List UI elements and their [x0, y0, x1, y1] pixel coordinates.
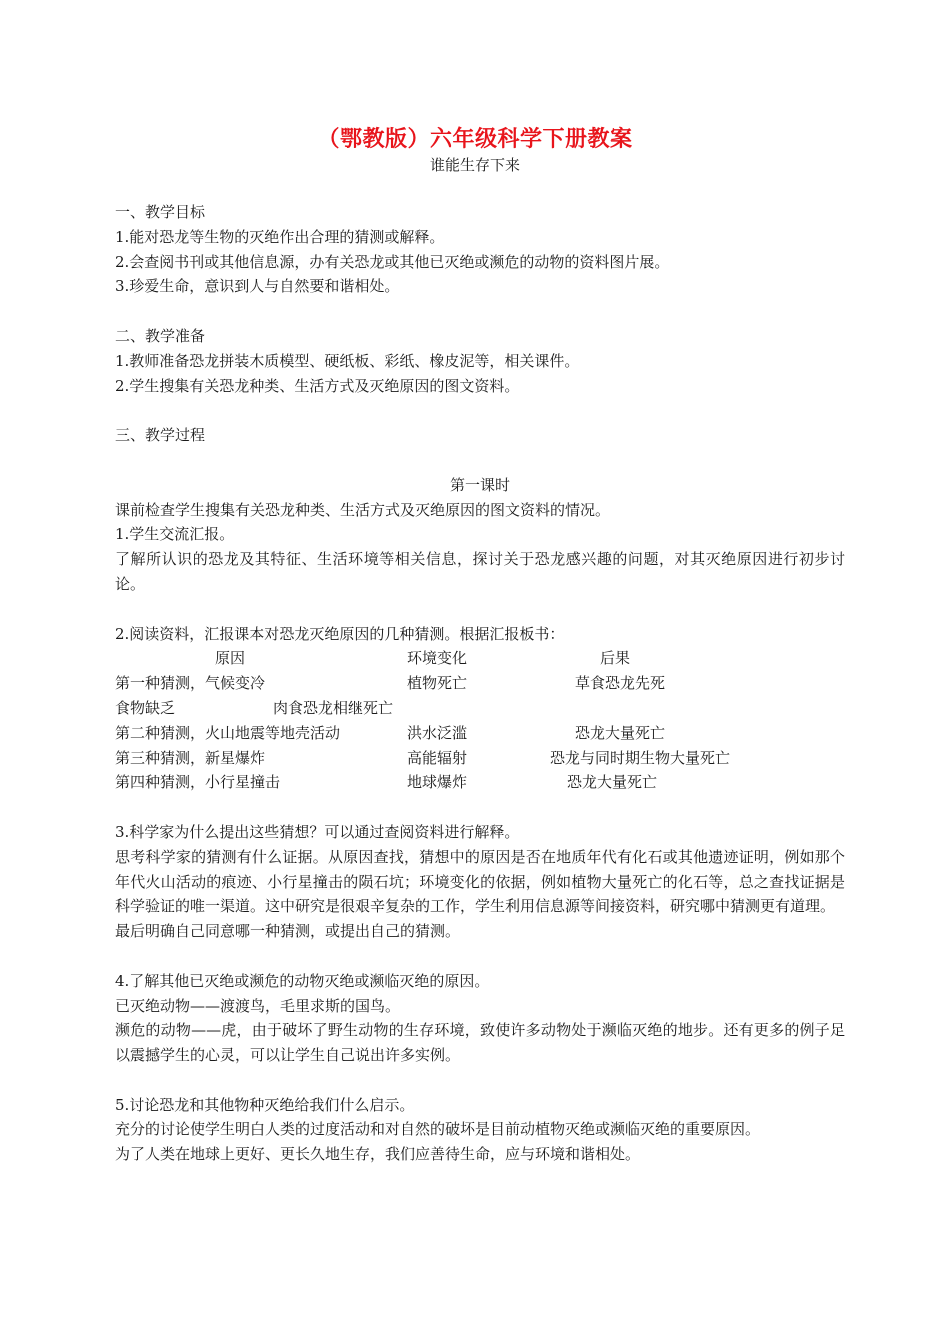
board-header-env: 环境变化 — [407, 649, 468, 668]
step-text: 充分的讨论使学生明白人类的过度活动和对自然的破坏是目前动植物灭绝或濒临灭绝的重要原因。 — [115, 1120, 761, 1139]
document-body — [115, 200, 845, 1167]
step-title: 1.学生交流汇报。 — [115, 525, 235, 544]
section-heading-preparation: 二、教学准备 — [115, 326, 206, 345]
spacer — [115, 448, 845, 473]
spacer — [115, 299, 845, 324]
objective-item: 1.能对恐龙等生物的灭绝作出合理的猜测或解释。 — [115, 227, 445, 246]
step-title: 4.了解其他已灭绝或濒危的动物灭绝或濒临灭绝的原因。 — [115, 971, 490, 990]
board-cell-label: 第四种猜测，小行星撞击 — [115, 773, 281, 792]
board-cell-env: 肉食恐龙相继死亡 — [273, 698, 394, 717]
spacer — [115, 597, 845, 622]
board-cell-label: 第一种猜测，气候变冷 — [115, 674, 266, 693]
step-text: 为了人类在地球上更好、更长久地生存，我们应善待生命，应与环境和谐相处。 — [115, 1145, 641, 1164]
step-title: 5.讨论恐龙和其他物种灭绝给我们什么启示。 — [115, 1095, 415, 1114]
preparation-item: 1.教师准备恐龙拼装木质模型、硬纸板、彩纸、橡皮泥等，相关课件。 — [115, 351, 580, 370]
preparation-item: 2.学生搜集有关恐龙种类、生活方式及灭绝原因的图文资料。 — [115, 376, 520, 395]
step-text: 已灭绝动物——渡渡鸟，毛里求斯的国鸟。 — [115, 996, 401, 1015]
board-row — [115, 721, 845, 746]
board-header-result: 后果 — [600, 649, 631, 668]
step-title: 3.科学家为什么提出这些猜想？可以通过查阅资料进行解释。 — [115, 822, 520, 841]
board-row — [115, 696, 845, 721]
board-cell-env: 植物死亡 — [407, 674, 468, 693]
spacer — [115, 398, 845, 423]
document-subtitle: 谁能生存下来 — [429, 156, 520, 174]
board-cell-result: 恐龙大量死亡 — [575, 723, 666, 742]
step-title: 2.阅读资料，汇报课本对恐龙灭绝原因的几种猜测。根据汇报板书： — [115, 624, 565, 643]
lesson-intro: 课前检查学生搜集有关恐龙种类、生活方式及灭绝原因的图文资料的情况。 — [115, 500, 611, 519]
board-cell-result: 草食恐龙先死 — [575, 674, 666, 693]
board-cell-label: 第二种猜测，火山地震等地壳活动 — [115, 723, 341, 742]
document-title: （鄂教版）六年级科学下册教案 — [317, 126, 633, 152]
objective-item: 3.珍爱生命，意识到人与自然要和谐相处。 — [115, 277, 400, 296]
step-text: 了解所认识的恐龙及其特征、生活环境等相关信息，探讨关于恐龙感兴趣的问题，对其灭绝原因进行初步讨论。 — [115, 550, 845, 593]
board-row — [115, 671, 845, 696]
board-cell-env: 高能辐射 — [407, 748, 468, 767]
section-heading-objectives: 一、教学目标 — [115, 203, 206, 221]
objective-item: 2.会查阅书刊或其他信息源，办有关恐龙或其他已灭绝或濒危的动物的资料图片展。 — [115, 252, 670, 271]
board-cell-result: 恐龙大量死亡 — [567, 773, 658, 792]
board-header-cause: 原因 — [215, 649, 246, 668]
board-row — [115, 770, 845, 795]
spacer — [115, 944, 845, 969]
board-cell-env: 地球爆炸 — [407, 773, 468, 792]
step-text: 思考科学家的猜测有什么证据。从原因查找，猜想中的原因是否在地质年代有化石或其他遗迹证明，例如那个年代火山活动的痕迹、小行星撞击的陨石坑；环境变化的依据，例如植物大量死亡的化石等，总之查找证据是科学验证的唯一渠道。这中研究是很艰辛复杂的工作，学生利用信息源等间接资料，研究哪中猜测更有道理。 — [115, 847, 845, 916]
lesson-title: 第一课时 — [449, 475, 510, 494]
board-cell-env: 洪水泛滥 — [407, 723, 468, 742]
board-cell-result: 恐龙与同时期生物大量死亡 — [550, 748, 731, 767]
spacer — [115, 1068, 845, 1093]
board-cell-label: 第三种猜测，新星爆炸 — [115, 748, 266, 767]
board-header-row — [115, 646, 845, 671]
spacer — [115, 795, 845, 820]
board-cell-label: 食物缺乏 — [115, 698, 176, 717]
board-row — [115, 746, 845, 771]
step-text: 濒危的动物——虎，由于破坏了野生动物的生存环境，致使许多动物处于濒临灭绝的地步。还有更多的例子足以震撼学生的心灵，可以让学生自己说出许多实例。 — [115, 1021, 845, 1065]
section-heading-process: 三、教学过程 — [115, 426, 206, 445]
step-text: 最后明确自己同意哪一种猜测，或提出自己的猜测。 — [115, 922, 461, 941]
